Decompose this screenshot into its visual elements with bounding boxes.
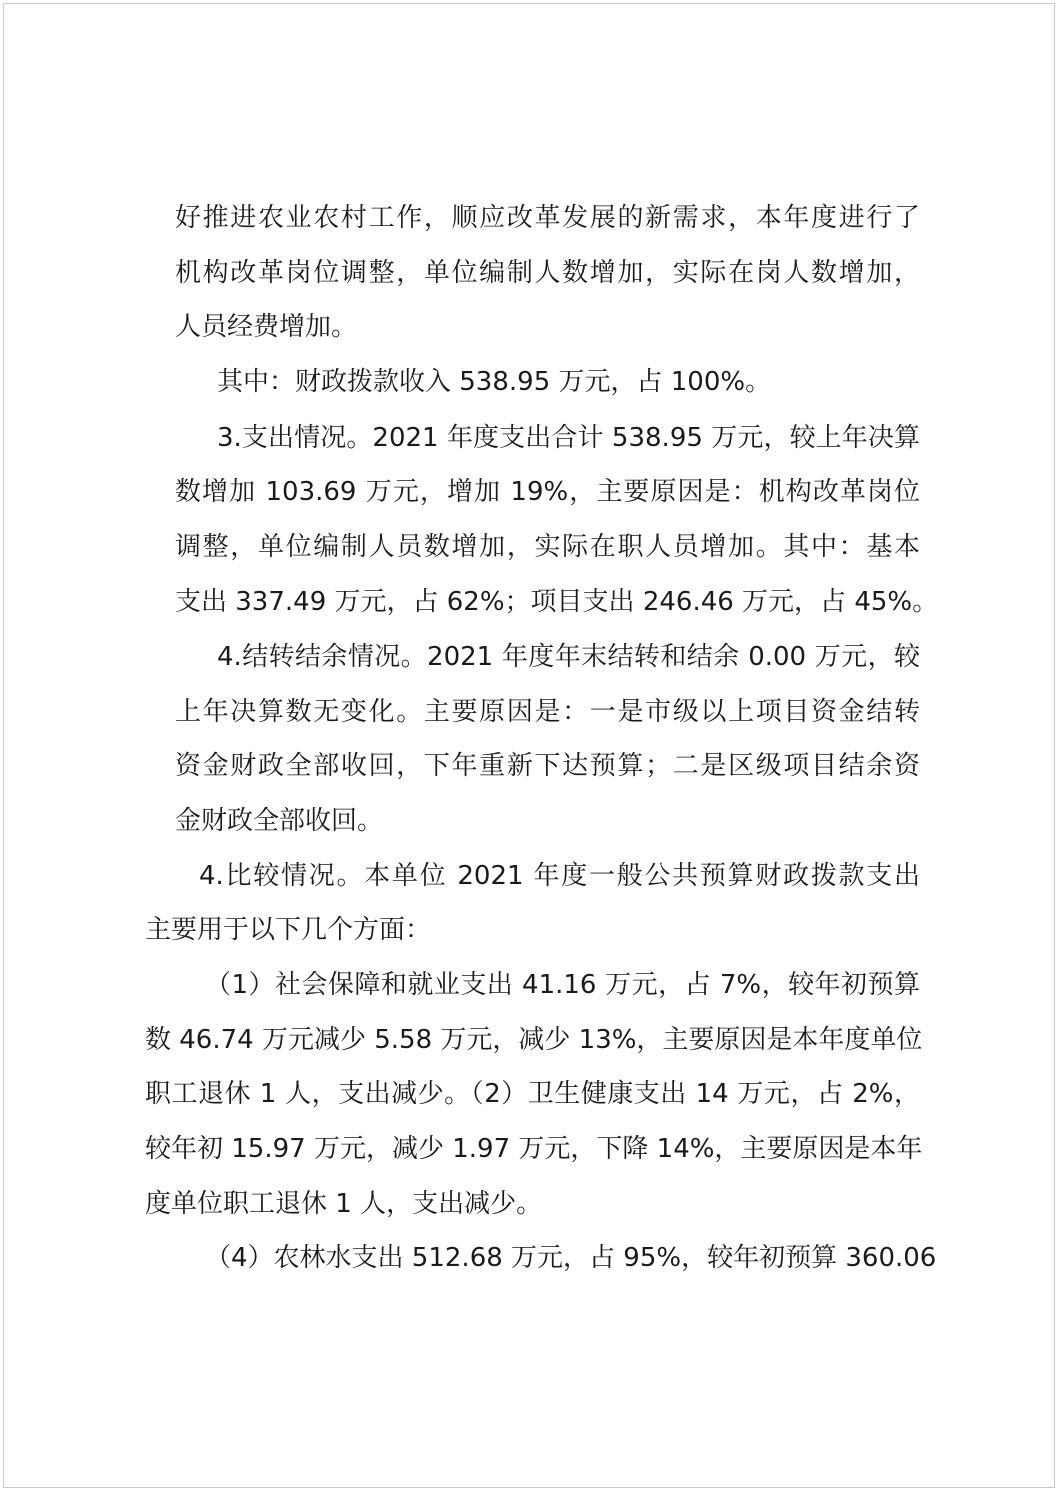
text-line: 4.结转结余情况。2021 年度年末结转和结余 0.00 万元，较 — [217, 642, 920, 672]
text-line: 度单位职工退休 1 人，支出减少。 — [145, 1189, 543, 1219]
text-line: 数 46.74 万元减少 5.58 万元，减少 13%，主要原因是本年度单位 — [145, 1025, 923, 1055]
text-line: 金财政全部收回。 — [175, 806, 384, 836]
text-line: 4.比较情况。本单位 2021 年度一般公共预算财政拨款支出 — [199, 861, 920, 891]
text-line: （1）社会保障和就业支出 41.16 万元，占 7%，较年初预算 — [205, 970, 920, 1000]
text-line: 上年决算数无变化。主要原因是：一是市级以上项目资金结转 — [175, 697, 920, 727]
text-line: 较年初 15.97 万元，减少 1.97 万元，下降 14%，主要原因是本年 — [145, 1134, 923, 1164]
text-line: （4）农林水支出 512.68 万元，占 95%，较年初预算 360.06 — [205, 1243, 937, 1273]
text-line: 好推进农业农村工作，顺应改革发展的新需求，本年度进行了 — [175, 203, 920, 233]
text-line: 职工退休 1 人，支出减少。（2）卫生健康支出 14 万元，占 2%， — [145, 1079, 920, 1109]
text-line: 机构改革岗位调整，单位编制人数增加，实际在岗人数增加， — [175, 258, 920, 288]
text-line: 调整，单位编制人员数增加，实际在职人员增加。其中：基本 — [175, 532, 920, 562]
text-line: 3.支出情况。2021 年度支出合计 538.95 万元，较上年决算 — [217, 423, 920, 453]
text-line: 支出 337.49 万元，占 62%；项目支出 246.46 万元，占 45%。 — [175, 587, 939, 617]
text-line: 其中：财政拨款收入 538.95 万元，占 100%。 — [217, 367, 772, 397]
text-line: 数增加 103.69 万元，增加 19%，主要原因是：机构改革岗位 — [175, 477, 920, 507]
text-line: 人员经费增加。 — [175, 312, 358, 342]
text-line: 主要用于以下几个方面： — [145, 915, 432, 945]
text-line: 资金财政全部收回，下年重新下达预算；二是区级项目结余资 — [175, 751, 920, 781]
